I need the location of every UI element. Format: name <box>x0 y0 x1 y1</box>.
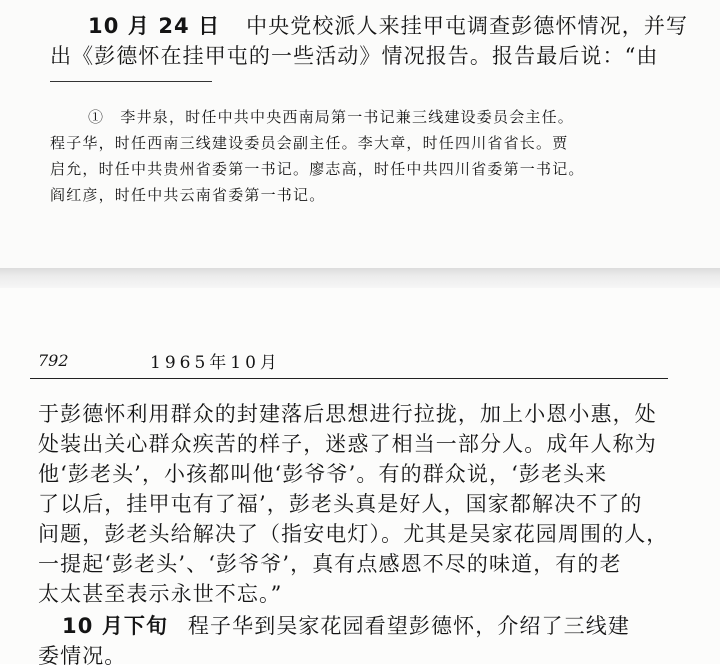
header-rule <box>30 378 668 379</box>
entry-late-oct-line-1 <box>62 610 630 640</box>
body-line-1: 于彭德怀利用群众的封建落后思想进行拉拢，加上小恩小惠，处 <box>38 402 657 426</box>
body-line-7: 太太甚至表示永世不忘。” <box>38 582 283 606</box>
entry-oct-24-line-2: 出《彭德怀在挂甲屯的一些活动》情况报告。报告最后说：“由 <box>50 44 659 68</box>
footnote-line-3: 启允，时任中共贵州省委第一书记。廖志高，时任中共四川省委第一书记。 <box>50 160 585 178</box>
entry-oct-24-line-1 <box>88 10 688 40</box>
running-head: 1965年10月 <box>150 353 281 373</box>
entry-oct-24-text: 中央党校派人来挂甲屯调查彭德怀情况，并写 <box>246 14 689 38</box>
entry-date-oct-24: 10 月 24 日 <box>88 14 221 38</box>
body-line-4: 了以后，挂甲屯有了福’，彭老头真是好人，国家都解决不了的 <box>38 492 643 516</box>
footnote-line-1: ① 李井泉，时任中共中央西南局第一书记兼三线建设委员会主任。 <box>88 108 575 126</box>
body-line-5: 问题，彭老头给解决了（指安电灯）。尤其是吴家花园周围的人， <box>38 522 669 546</box>
entry-date-late-oct: 10 月下旬 <box>62 614 169 638</box>
body-line-3: 他‘彭老头’，小孩都叫他‘彭爷爷’。有的群众说，‘彭老头来 <box>38 462 608 486</box>
page-number: 792 <box>38 351 69 370</box>
footnote-line-4: 阎红彦，时任中共云南省委第一书记。 <box>50 186 326 204</box>
entry-late-oct-text: 程子华到吴家花园看望彭德怀，介绍了三线建 <box>187 614 630 638</box>
page-gap <box>0 268 720 288</box>
footnote-separator <box>50 81 212 82</box>
body-line-2: 处装出关心群众疾苦的样子，迷惑了相当一部分人。成年人称为 <box>38 432 657 456</box>
body-line-6: 一提起‘彭老头’、‘彭爷爷’，真有点感恩不尽的味道，有的老 <box>38 552 622 576</box>
entry-late-oct-line-2: 委情况。 <box>38 644 127 668</box>
footnote-line-2: 程子华，时任西南三线建设委员会副主任。李大章，时任四川省省长。贾 <box>50 134 569 152</box>
